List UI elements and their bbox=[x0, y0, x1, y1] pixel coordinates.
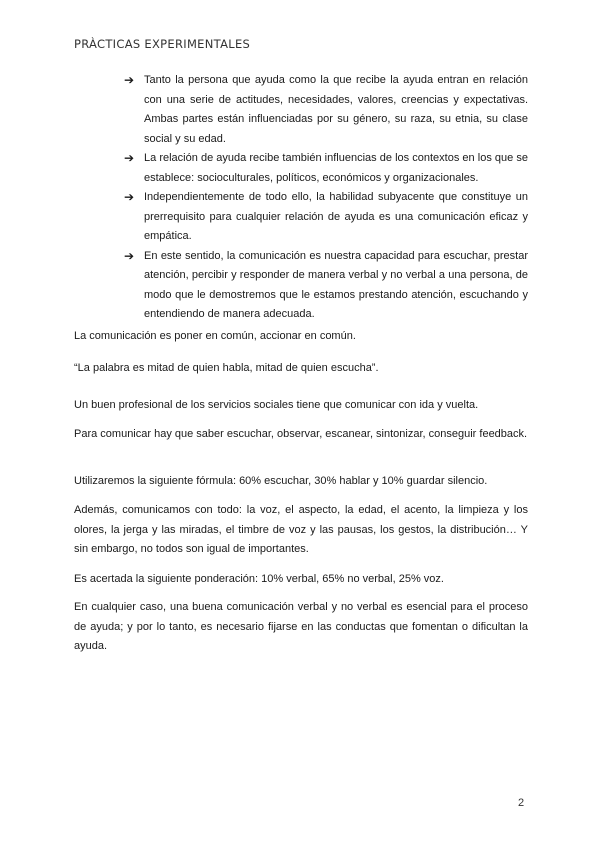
arrow-right-icon: ➔ bbox=[124, 248, 135, 263]
list-item-text: Independientemente de todo ello, la habilidad subyacente que constituye un prerrequisito para cualquier relación de ayuda es una comunicación eficaz y empática. bbox=[144, 191, 528, 242]
arrow-right-icon: ➔ bbox=[124, 190, 135, 204]
quote-paragraph: “La palabra es mitad de quien habla, mitad de quien escucha”. bbox=[74, 362, 379, 374]
list-item-text: La relación de ayuda recibe también influencias de los contextos en los que se establece: socioculturales, políticos, económicos y organizacionales. bbox=[144, 152, 528, 184]
body-paragraph: En cualquier caso, una buena comunicación verbal y no verbal es esencial para el proceso de ayuda; y por lo tanto, es necesario fijarse en las conductas que fomentan o dificultan la ayuda. bbox=[74, 601, 528, 652]
body-paragraph: Además, comunicamos con todo: la voz, el aspecto, la edad, el acento, la limpieza y los olores, la jerga y las miradas, el timbre de voz y las pausas, los gestos, la distribución… Y sin embargo, no todos son igual de importantes. bbox=[74, 504, 528, 555]
list-item bbox=[124, 149, 528, 188]
list-item-text: Tanto la persona que ayuda como la que recibe la ayuda entran en relación con una serie de actitudes, necesidades, valores, creencias y expectativas. Ambas partes están influenciadas por su género, su raza, su etnia, su clase social y su edad. bbox=[144, 74, 528, 145]
arrow-right-icon: ➔ bbox=[124, 151, 135, 165]
list-item bbox=[124, 188, 528, 247]
body-paragraph: La comunicación es poner en común, accionar en común. bbox=[74, 330, 356, 342]
body-paragraph: Un buen profesional de los servicios sociales tiene que comunicar con ida y vuelta. bbox=[74, 399, 479, 411]
running-header: PRÀCTICAS EXPERIMENTALES bbox=[74, 37, 251, 51]
page-number: 2 bbox=[518, 797, 525, 809]
list-item bbox=[124, 247, 528, 325]
list-item-text: En este sentido, la comunicación es nuestra capacidad para escuchar, prestar atención, percibir y responder de manera verbal y no verbal a una persona, de modo que le demostremos que le estamos prestando atención, escuchando y entendiendo de manera adecuada. bbox=[144, 249, 528, 320]
body-paragraph: Utilizaremos la siguiente fórmula: 60% escuchar, 30% hablar y 10% guardar silencio. bbox=[74, 475, 488, 487]
body-paragraph: Para comunicar hay que saber escuchar, observar, escanear, sintonizar, conseguir feedback. bbox=[74, 428, 528, 440]
body-paragraph: Es acertada la siguiente ponderación: 10% verbal, 65% no verbal, 25% voz. bbox=[74, 573, 444, 585]
arrow-right-icon: ➔ bbox=[124, 73, 135, 87]
bullet-list bbox=[124, 71, 528, 325]
list-item bbox=[124, 71, 528, 149]
